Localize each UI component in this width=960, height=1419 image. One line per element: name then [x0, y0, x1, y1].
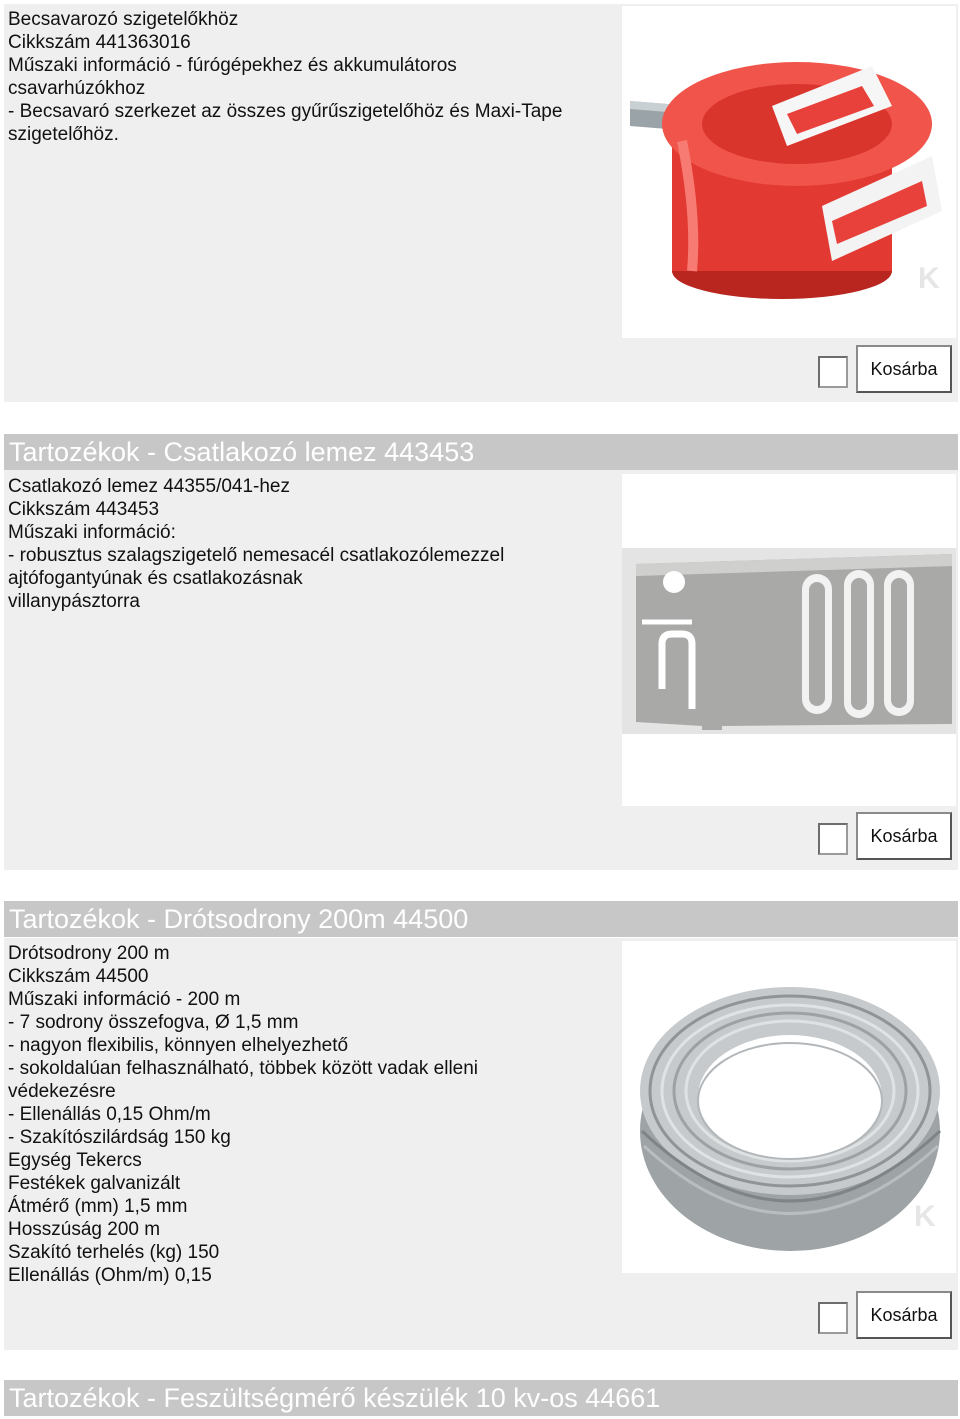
svg-text:K: K: [918, 262, 940, 295]
desc-line: szigetelőhöz.: [8, 124, 119, 145]
desc-line: - Ellenállás 0,15 Ohm/m: [8, 1104, 211, 1125]
product-2-title: Tartozékok - Csatlakozó lemez 443453: [4, 434, 958, 470]
desc-line: Műszaki információ:: [8, 522, 176, 543]
desc-line: Egység Tekercs: [8, 1150, 142, 1171]
add-to-cart-checkbox-3[interactable]: [818, 1302, 848, 1334]
desc-line: Drótsodrony 200 m: [8, 943, 170, 964]
desc-line: Cikkszám 44500: [8, 966, 149, 987]
red-screw-adapter-image: [622, 6, 956, 338]
product-2-description: [8, 475, 608, 613]
svg-text:K: K: [914, 1200, 936, 1233]
desc-line: - Becsavaró szerkezet az összes gyűrűszigetelőhöz és Maxi-Tape: [8, 101, 563, 122]
desc-line: villanypásztorra: [8, 591, 140, 612]
desc-line: - nagyon flexibilis, könnyen elhelyezhető: [8, 1035, 349, 1056]
product-1-image: [622, 6, 956, 338]
product-3-image: [622, 941, 956, 1273]
add-to-cart-button-3[interactable]: Kosárba: [856, 1291, 952, 1339]
desc-line: Szakító terhelés (kg) 150: [8, 1242, 220, 1263]
desc-line: Átmérő (mm) 1,5 mm: [8, 1196, 188, 1217]
desc-line: - robusztus szalagszigetelő nemesacél csatlakozólemezzel: [8, 545, 505, 566]
desc-line: Hosszúság 200 m: [8, 1219, 161, 1240]
product-1-description: [8, 8, 608, 146]
desc-line: Csatlakozó lemez 44355/041-hez: [8, 476, 291, 497]
desc-line: Ellenállás (Ohm/m) 0,15: [8, 1265, 212, 1286]
desc-line: Műszaki információ - 200 m: [8, 989, 241, 1010]
desc-line: ajtófogantyúnak és csatlakozásnak: [8, 568, 303, 589]
desc-line: csavarhúzókhoz: [8, 78, 146, 99]
wire-coil-image: [622, 941, 956, 1273]
desc-line: védekezésre: [8, 1081, 116, 1102]
desc-line: Műszaki információ - fúrógépekhez és akkumulátoros: [8, 55, 457, 76]
connector-plate-image: [622, 474, 956, 806]
add-to-cart-checkbox-2[interactable]: [818, 823, 848, 855]
desc-line: Cikkszám 441363016: [8, 32, 191, 53]
product-3-description: [8, 942, 608, 1287]
desc-line: Becsavarozó szigetelőkhöz: [8, 9, 239, 30]
add-to-cart-checkbox-1[interactable]: [818, 356, 848, 388]
add-to-cart-button-2[interactable]: Kosárba: [856, 812, 952, 860]
desc-line: Cikkszám 443453: [8, 499, 160, 520]
add-to-cart-button-1[interactable]: Kosárba: [856, 345, 952, 393]
desc-line: Festékek galvanizált: [8, 1173, 181, 1194]
desc-line: - sokoldalúan felhasználható, többek között vadak elleni: [8, 1058, 479, 1079]
desc-line: - 7 sodrony összefogva, Ø 1,5 mm: [8, 1012, 299, 1033]
product-4-title: Tartozékok - Feszültségmérő készülék 10 kv-os 44661: [4, 1380, 958, 1416]
product-2-image: [622, 474, 956, 806]
product-3-title: Tartozékok - Drótsodrony 200m 44500: [4, 901, 958, 937]
desc-line: - Szakítószilárdság 150 kg: [8, 1127, 231, 1148]
